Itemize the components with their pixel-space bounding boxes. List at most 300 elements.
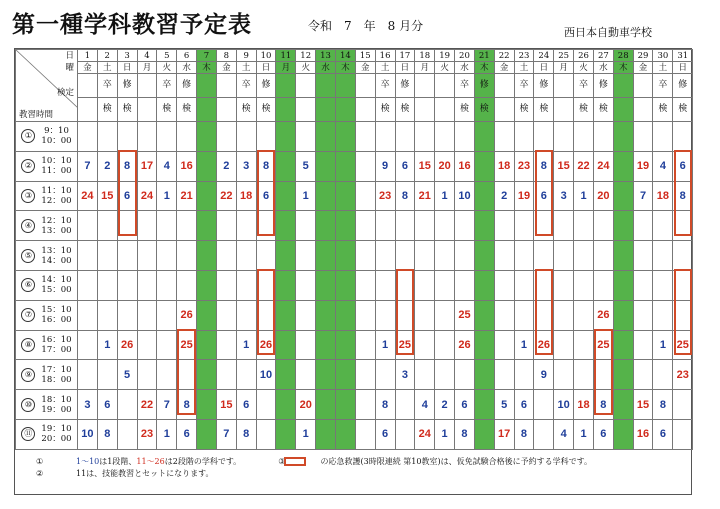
day-header: 27: [593, 50, 613, 62]
lesson-cell: [474, 300, 494, 330]
lesson-cell: 26: [117, 330, 137, 360]
lesson-cell: 9: [375, 151, 395, 181]
note-1-stage1-range: 1〜10: [76, 457, 100, 466]
day-header: 22: [494, 50, 514, 62]
lesson-cell: [78, 330, 98, 360]
first-aid-box: [674, 150, 693, 236]
period-time: [16, 181, 78, 211]
period-number: ⑥: [21, 278, 35, 292]
lesson-cell: [197, 419, 217, 449]
lesson-cell: [157, 211, 177, 241]
lesson-cell: [574, 300, 594, 330]
exam-kentei: 検: [157, 98, 177, 122]
lesson-cell: [514, 211, 534, 241]
lesson-cell: [197, 390, 217, 420]
lesson-cell: [375, 122, 395, 152]
lesson-cell: [633, 300, 653, 330]
lesson-cell: [78, 122, 98, 152]
day-header: 31: [673, 50, 693, 62]
exam-type: 卒: [455, 74, 475, 98]
lesson-cell: 24: [593, 151, 613, 181]
exam-type: [316, 74, 336, 98]
exam-kentei: 検: [395, 98, 415, 122]
weekday-header: 月: [276, 62, 296, 74]
day-header: 21: [474, 50, 494, 62]
period-label: 令和 7 年 8 月分: [308, 19, 424, 33]
lesson-cell: [117, 390, 137, 420]
lesson-cell: [276, 151, 296, 181]
weekday-header: 金: [78, 62, 98, 74]
lesson-cell: 18: [653, 181, 673, 211]
lesson-cell: 6: [375, 419, 395, 449]
lesson-cell: 26: [455, 330, 475, 360]
day-header: 20: [455, 50, 475, 62]
lesson-cell: [653, 122, 673, 152]
lesson-cell: [276, 419, 296, 449]
period-time: [16, 241, 78, 271]
exam-type: 卒: [236, 74, 256, 98]
lesson-cell: [633, 270, 653, 300]
lesson-cell: 25: [673, 330, 693, 360]
period-number: ⑨: [21, 368, 35, 382]
note-3-text: の応急救護(3時限連続 第10教室)は、仮免試験合格後に予約する学科です。: [320, 457, 592, 466]
lesson-cell: 3: [554, 181, 574, 211]
weekday-header: 月: [554, 62, 574, 74]
lesson-cell: 15: [97, 181, 117, 211]
lesson-cell: [335, 211, 355, 241]
weekday-header: 日: [395, 62, 415, 74]
day-header: 1: [78, 50, 98, 62]
period-time-range: 17：10 18：00: [41, 364, 72, 385]
lesson-cell: [435, 241, 455, 271]
lesson-cell: [613, 330, 633, 360]
lesson-cell: [335, 122, 355, 152]
exam-kentei: 検: [593, 98, 613, 122]
lesson-cell: [197, 241, 217, 271]
weekday-header: 月: [415, 62, 435, 74]
lesson-cell: [335, 151, 355, 181]
lesson-cell: [355, 360, 375, 390]
lesson-cell: 6: [236, 390, 256, 420]
weekday-header: 金: [633, 62, 653, 74]
weekday-header: 火: [157, 62, 177, 74]
exam-kentei: 検: [574, 98, 594, 122]
lesson-cell: [236, 360, 256, 390]
exam-type: 修: [474, 74, 494, 98]
exam-type: [296, 74, 316, 98]
lesson-cell: [256, 241, 276, 271]
lesson-cell: [593, 241, 613, 271]
lesson-cell: 7: [157, 390, 177, 420]
lesson-cell: [335, 330, 355, 360]
day-header: 16: [375, 50, 395, 62]
lesson-cell: [276, 390, 296, 420]
period-time: [16, 211, 78, 241]
day-header: 29: [633, 50, 653, 62]
lesson-cell: [335, 300, 355, 330]
period-time: [16, 270, 78, 300]
lesson-cell: 24: [415, 419, 435, 449]
period-time: [16, 330, 78, 360]
lesson-cell: 8: [117, 151, 137, 181]
exam-kentei: 検: [177, 98, 197, 122]
lesson-cell: [216, 211, 236, 241]
lesson-cell: 6: [256, 181, 276, 211]
lesson-cell: 10: [78, 419, 98, 449]
lesson-cell: [117, 270, 137, 300]
lesson-cell: [157, 270, 177, 300]
weekday-header: 火: [435, 62, 455, 74]
period-number: ①: [21, 129, 35, 143]
lesson-cell: [514, 270, 534, 300]
lesson-cell: [276, 300, 296, 330]
lesson-cell: [256, 122, 276, 152]
day-header: 17: [395, 50, 415, 62]
corner-header: [16, 50, 78, 122]
first-aid-box: [396, 269, 415, 355]
lesson-cell: [137, 300, 157, 330]
lesson-cell: [474, 241, 494, 271]
exam-kentei: 検: [474, 98, 494, 122]
period-row: [16, 300, 693, 330]
lesson-cell: [395, 390, 415, 420]
day-header: 6: [177, 50, 197, 62]
note-1-end: は2段階の学科です。: [164, 457, 242, 466]
lesson-cell: 1: [435, 181, 455, 211]
note-1-stage2-range: 11〜26: [136, 457, 165, 466]
exam-type: [355, 74, 375, 98]
exam-type: [613, 74, 633, 98]
day-header: 23: [514, 50, 534, 62]
lesson-cell: 3: [236, 151, 256, 181]
exam-type: 卒: [157, 74, 177, 98]
lesson-cell: [375, 211, 395, 241]
day-header: 7: [197, 50, 217, 62]
exam-type: 修: [673, 74, 693, 98]
lesson-cell: [78, 241, 98, 271]
lesson-cell: [355, 300, 375, 330]
lesson-cell: [97, 300, 117, 330]
weekday-header: 土: [653, 62, 673, 74]
lesson-cell: [97, 211, 117, 241]
lesson-cell: 1: [435, 419, 455, 449]
lesson-cell: 6: [97, 390, 117, 420]
weekday-header: 土: [236, 62, 256, 74]
lesson-cell: [316, 241, 336, 271]
first-aid-box: [674, 269, 693, 355]
lesson-cell: 1: [296, 181, 316, 211]
lesson-cell: [415, 270, 435, 300]
lesson-cell: [335, 241, 355, 271]
lesson-cell: [554, 122, 574, 152]
lesson-cell: [137, 330, 157, 360]
first-aid-box: [535, 150, 554, 236]
lesson-cell: 4: [157, 151, 177, 181]
day-header: 11: [276, 50, 296, 62]
lesson-cell: [197, 211, 217, 241]
lesson-cell: [316, 211, 336, 241]
lesson-cell: 1: [375, 330, 395, 360]
lesson-cell: 17: [137, 151, 157, 181]
lesson-cell: 8: [177, 390, 197, 420]
lesson-cell: [593, 122, 613, 152]
note-1-mid: は1段階、: [99, 457, 137, 466]
lesson-cell: [435, 300, 455, 330]
weekday-header: 土: [375, 62, 395, 74]
lesson-cell: [653, 300, 673, 330]
lesson-cell: [514, 300, 534, 330]
lesson-cell: [78, 300, 98, 330]
lesson-cell: [375, 270, 395, 300]
lesson-cell: [216, 122, 236, 152]
day-header: 19: [435, 50, 455, 62]
exam-kentei: [78, 98, 98, 122]
lesson-cell: [494, 211, 514, 241]
lesson-cell: [633, 122, 653, 152]
period-time: [16, 390, 78, 420]
lesson-cell: 8: [455, 419, 475, 449]
exam-type: [554, 74, 574, 98]
exam-type: 卒: [653, 74, 673, 98]
lesson-cell: 23: [137, 419, 157, 449]
corner-kentei: 検定: [56, 88, 74, 98]
lesson-cell: 1: [296, 419, 316, 449]
day-header: 2: [97, 50, 117, 62]
lesson-cell: 4: [554, 419, 574, 449]
lesson-cell: [335, 270, 355, 300]
day-header: 15: [355, 50, 375, 62]
lesson-cell: 8: [236, 419, 256, 449]
exam-type: 修: [593, 74, 613, 98]
weekday-header: 木: [197, 62, 217, 74]
lesson-cell: [574, 330, 594, 360]
period-number: ③: [21, 189, 35, 203]
lesson-cell: 8: [673, 181, 693, 211]
day-header: 4: [137, 50, 157, 62]
lesson-cell: [157, 330, 177, 360]
lesson-cell: 16: [633, 419, 653, 449]
lesson-cell: 25: [455, 300, 475, 330]
period-time-range: 13：10 14：00: [41, 245, 72, 266]
lesson-cell: 25: [177, 330, 197, 360]
weekday-header: 水: [455, 62, 475, 74]
lesson-cell: [316, 122, 336, 152]
period-number: ⑤: [21, 249, 35, 263]
exam-kentei: 検: [673, 98, 693, 122]
lesson-cell: 6: [534, 181, 554, 211]
lesson-cell: [335, 419, 355, 449]
day-header: 30: [653, 50, 673, 62]
lesson-cell: 18: [236, 181, 256, 211]
lesson-cell: [236, 300, 256, 330]
lesson-cell: [633, 211, 653, 241]
period-row: [16, 330, 693, 360]
period-time-range: 16：10 17：00: [41, 334, 72, 355]
lesson-cell: 7: [78, 151, 98, 181]
lesson-cell: 6: [653, 419, 673, 449]
weekday-header: 日: [673, 62, 693, 74]
lesson-cell: 23: [375, 181, 395, 211]
period-time-range: 15：10 16：00: [41, 305, 72, 326]
lesson-cell: [78, 270, 98, 300]
lesson-cell: [375, 360, 395, 390]
lesson-cell: [276, 270, 296, 300]
note-3-number: ③: [278, 457, 286, 466]
lesson-cell: [514, 122, 534, 152]
exam-kentei: 検: [534, 98, 554, 122]
lesson-cell: [593, 211, 613, 241]
lesson-cell: 22: [137, 390, 157, 420]
lesson-cell: [97, 241, 117, 271]
lesson-cell: [455, 211, 475, 241]
exam-kentei: 検: [117, 98, 137, 122]
lesson-cell: [534, 419, 554, 449]
lesson-cell: 21: [177, 181, 197, 211]
lesson-cell: [316, 390, 336, 420]
lesson-cell: 22: [216, 181, 236, 211]
day-header: 28: [613, 50, 633, 62]
lesson-cell: [455, 241, 475, 271]
lesson-cell: [157, 122, 177, 152]
period-row: [16, 419, 693, 449]
exam-type: 修: [395, 74, 415, 98]
lesson-cell: [554, 360, 574, 390]
lesson-cell: [574, 360, 594, 390]
lesson-cell: 6: [177, 419, 197, 449]
lesson-cell: [494, 122, 514, 152]
lesson-cell: [216, 300, 236, 330]
exam-type: [137, 74, 157, 98]
lesson-cell: 3: [395, 360, 415, 390]
lesson-cell: [157, 360, 177, 390]
period-number: ④: [21, 219, 35, 233]
lesson-cell: 1: [514, 330, 534, 360]
lesson-cell: [375, 300, 395, 330]
lesson-cell: [117, 241, 137, 271]
lesson-cell: [494, 300, 514, 330]
lesson-cell: 16: [455, 151, 475, 181]
exam-type: 卒: [574, 74, 594, 98]
period-time: [16, 360, 78, 390]
lesson-cell: [216, 241, 236, 271]
lesson-cell: [494, 360, 514, 390]
lesson-cell: [316, 270, 336, 300]
lesson-cell: [474, 390, 494, 420]
lesson-cell: 8: [375, 390, 395, 420]
exam-kentei: [137, 98, 157, 122]
lesson-cell: 4: [415, 390, 435, 420]
lesson-cell: 21: [415, 181, 435, 211]
lesson-cell: [415, 211, 435, 241]
lesson-cell: [395, 122, 415, 152]
lesson-cell: [613, 300, 633, 330]
lesson-cell: [653, 270, 673, 300]
lesson-cell: [97, 122, 117, 152]
lesson-cell: [415, 330, 435, 360]
day-header: 24: [534, 50, 554, 62]
lesson-cell: 26: [256, 330, 276, 360]
lesson-cell: 20: [296, 390, 316, 420]
lesson-cell: [256, 419, 276, 449]
lesson-cell: 1: [653, 330, 673, 360]
lesson-cell: 6: [673, 151, 693, 181]
lesson-cell: [574, 241, 594, 271]
school-name: 西日本自動車学校: [564, 26, 652, 39]
period-time-range: 19：10 20：00: [41, 424, 72, 445]
lesson-cell: [633, 360, 653, 390]
exam-kentei: [613, 98, 633, 122]
exam-type: [335, 74, 355, 98]
lesson-cell: [415, 241, 435, 271]
lesson-cell: [455, 270, 475, 300]
weekday-header: 金: [216, 62, 236, 74]
day-header: 5: [157, 50, 177, 62]
weekday-header: 月: [137, 62, 157, 74]
exam-type: [216, 74, 236, 98]
first-aid-box: [535, 269, 554, 355]
lesson-cell: 18: [574, 390, 594, 420]
lesson-cell: [197, 122, 217, 152]
lesson-cell: 9: [534, 360, 554, 390]
lesson-cell: [554, 300, 574, 330]
lesson-cell: [316, 300, 336, 330]
period-time: [16, 300, 78, 330]
lesson-cell: 22: [574, 151, 594, 181]
lesson-cell: [534, 241, 554, 271]
lesson-cell: 23: [514, 151, 534, 181]
lesson-cell: [335, 181, 355, 211]
day-header: 8: [216, 50, 236, 62]
weekday-header: 火: [574, 62, 594, 74]
lesson-cell: [137, 122, 157, 152]
lesson-cell: 4: [653, 151, 673, 181]
lesson-cell: [296, 211, 316, 241]
lesson-cell: [355, 270, 375, 300]
lesson-cell: 24: [78, 181, 98, 211]
lesson-cell: 8: [97, 419, 117, 449]
lesson-cell: 5: [117, 360, 137, 390]
lesson-cell: [474, 330, 494, 360]
lesson-cell: [276, 181, 296, 211]
exam-kentei: 検: [653, 98, 673, 122]
lesson-cell: [474, 211, 494, 241]
day-header: 18: [415, 50, 435, 62]
lesson-cell: [355, 330, 375, 360]
lesson-cell: 6: [455, 390, 475, 420]
lesson-cell: 1: [97, 330, 117, 360]
lesson-cell: 26: [534, 330, 554, 360]
lesson-cell: [653, 360, 673, 390]
lesson-cell: [236, 270, 256, 300]
lesson-cell: [554, 330, 574, 360]
lesson-cell: [236, 211, 256, 241]
lesson-cell: [296, 270, 316, 300]
lesson-cell: 6: [117, 181, 137, 211]
lesson-cell: [653, 211, 673, 241]
day-header: 26: [574, 50, 594, 62]
lesson-cell: 17: [494, 419, 514, 449]
lesson-cell: 3: [78, 390, 98, 420]
lesson-cell: 2: [494, 181, 514, 211]
lesson-cell: [554, 241, 574, 271]
lesson-cell: [177, 122, 197, 152]
lesson-cell: 26: [593, 300, 613, 330]
lesson-cell: [355, 122, 375, 152]
weekday-header: 金: [494, 62, 514, 74]
lesson-cell: [435, 211, 455, 241]
lesson-cell: 23: [673, 360, 693, 390]
lesson-cell: [355, 419, 375, 449]
